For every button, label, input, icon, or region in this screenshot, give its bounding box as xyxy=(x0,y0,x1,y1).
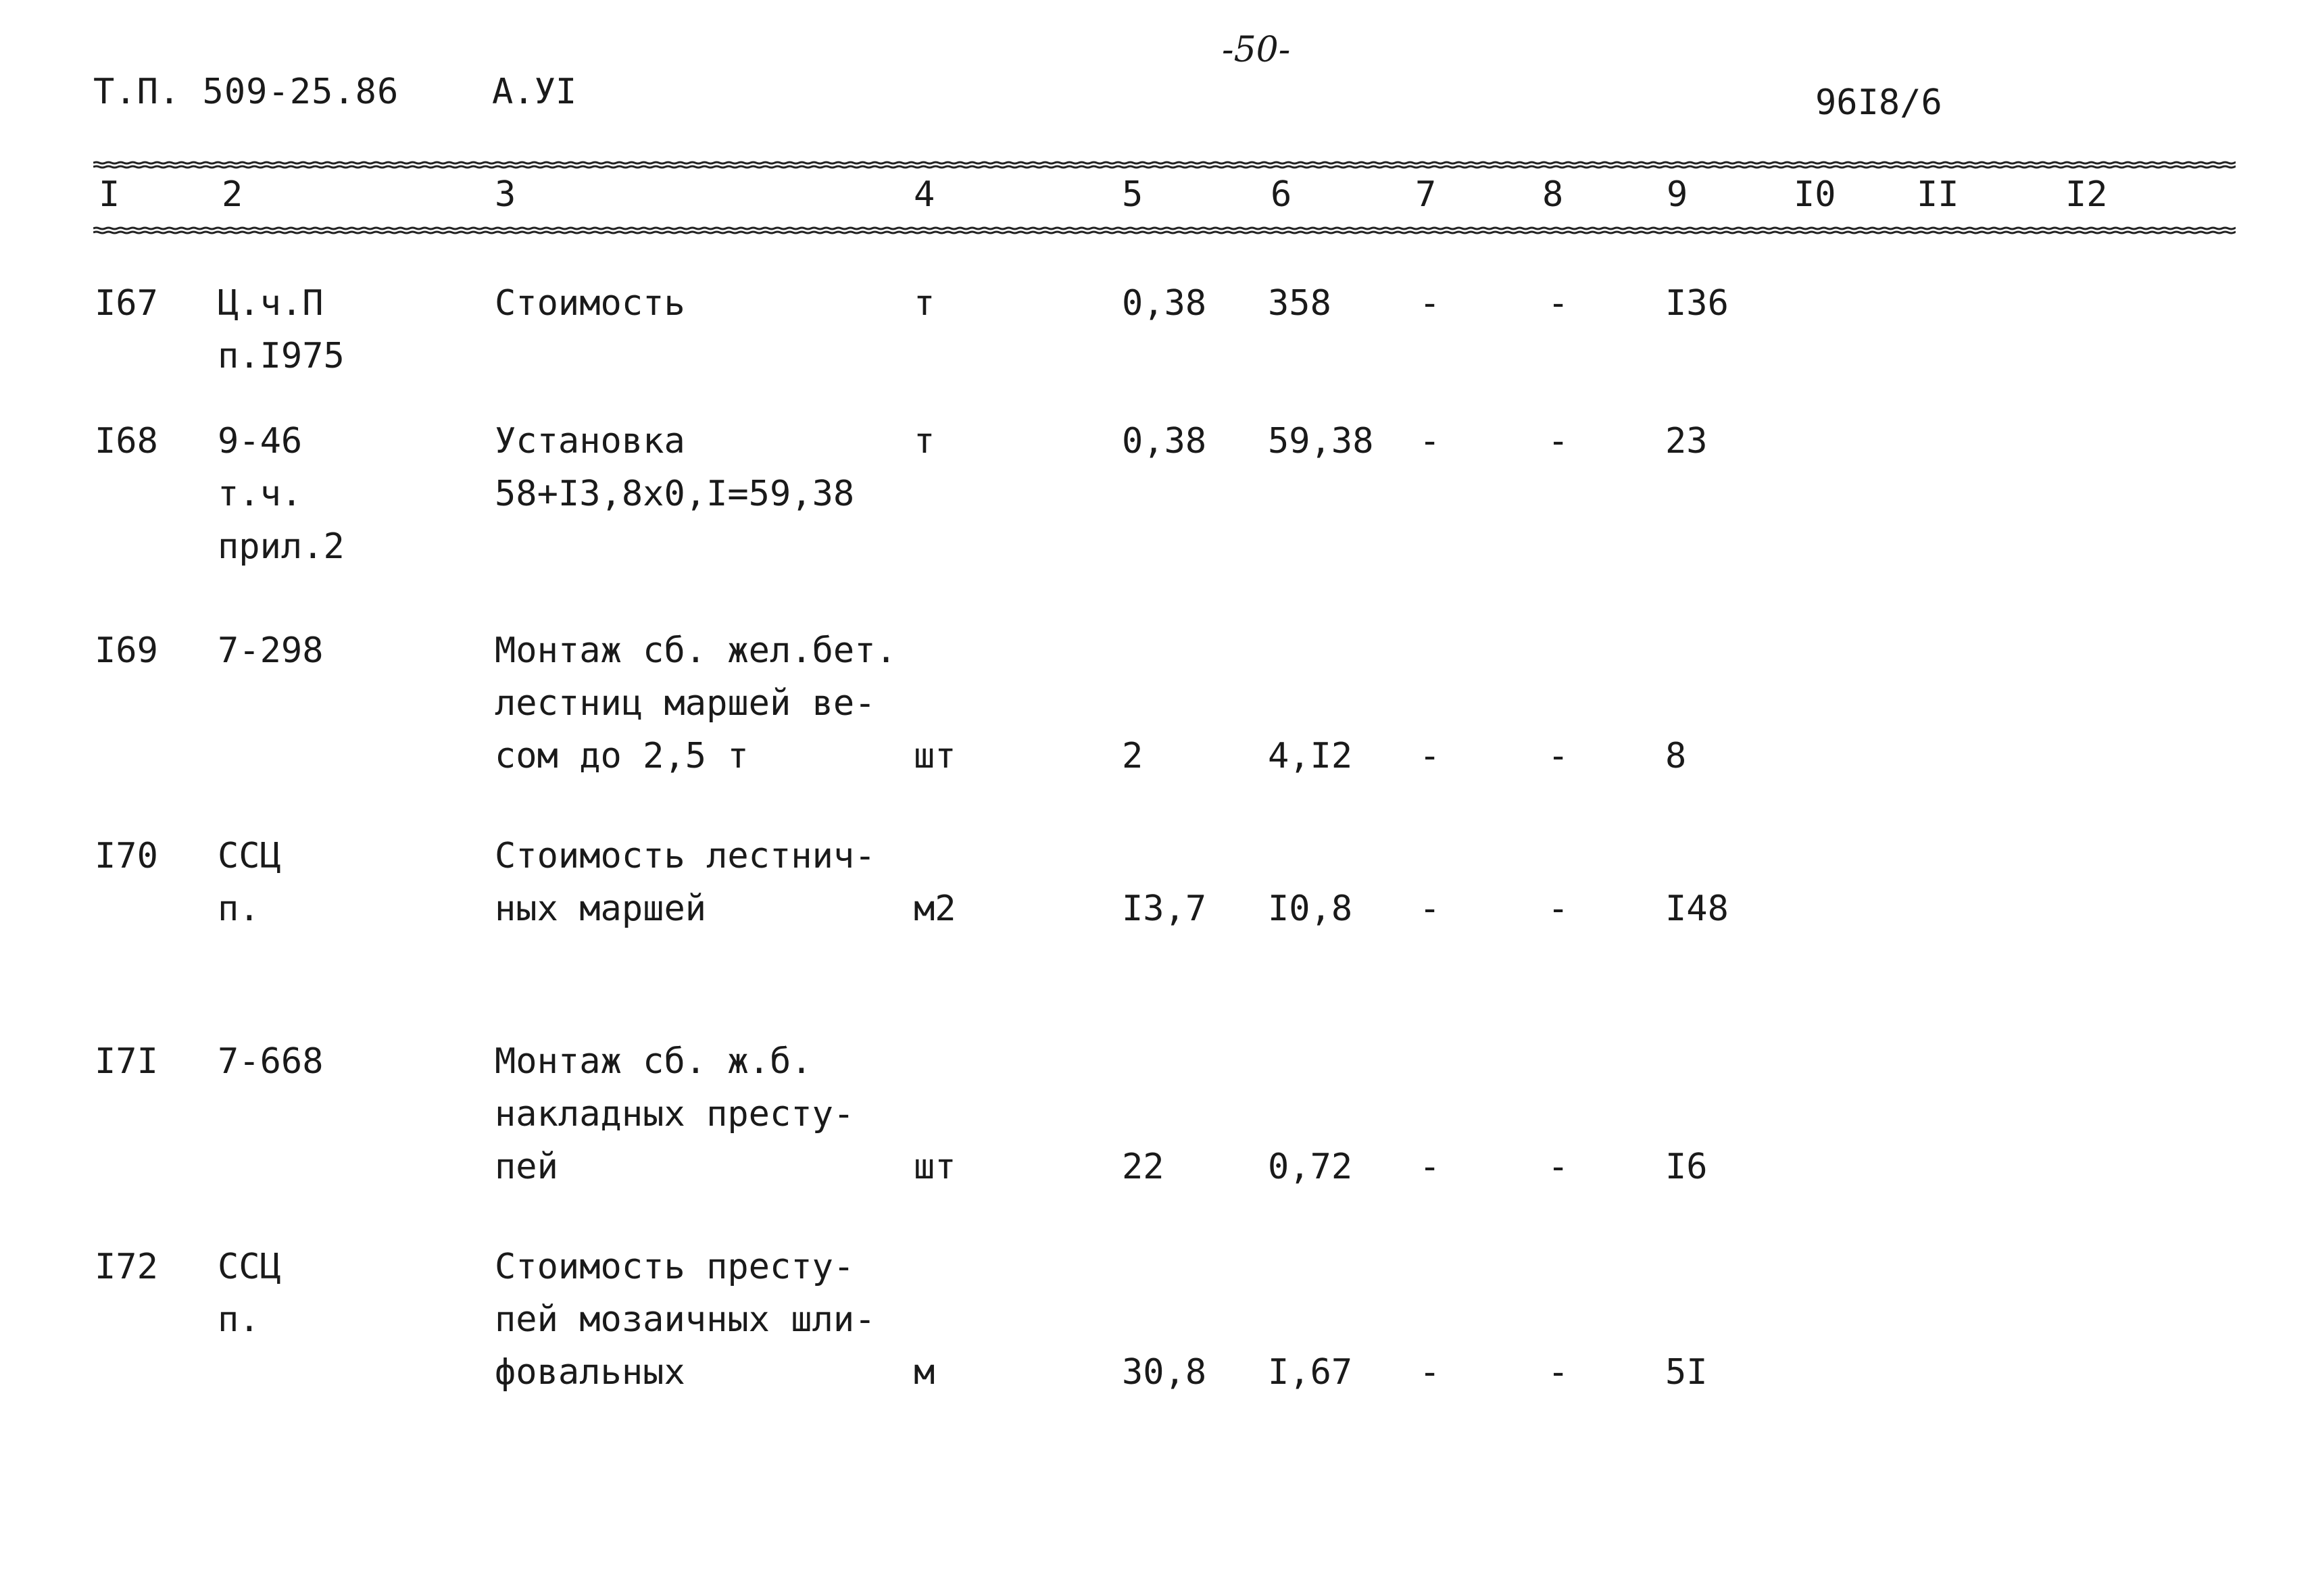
row-number: I7I xyxy=(95,1041,158,1082)
column-header: 6 xyxy=(1271,174,1292,215)
unit-price: 358 xyxy=(1268,283,1331,324)
header-bottom-rule xyxy=(93,224,2236,241)
page-number: -50- xyxy=(1222,30,1291,70)
unit: шт xyxy=(914,1147,956,1187)
basis-code: т.ч. xyxy=(218,474,303,514)
unit: т xyxy=(914,421,935,462)
unit-price: 59,38 xyxy=(1268,421,1374,462)
row-number: I72 xyxy=(95,1247,158,1287)
basis-code: 7-298 xyxy=(218,630,324,671)
total-cost: I6 xyxy=(1665,1147,1708,1187)
col8-value: - xyxy=(1548,1147,1569,1187)
column-header: 9 xyxy=(1667,174,1688,215)
header-top-rule xyxy=(93,159,2236,176)
quantity: 0,38 xyxy=(1122,421,1207,462)
col7-value: - xyxy=(1419,283,1441,324)
row-number: I67 xyxy=(95,283,158,324)
row-number: I68 xyxy=(95,421,158,462)
total-cost: I48 xyxy=(1665,889,1729,929)
column-header: I0 xyxy=(1794,174,1836,215)
doc-code: Т.П. 509-25.86 xyxy=(93,72,399,112)
basis-code: 9-46 xyxy=(218,421,303,462)
basis-code: 7-668 xyxy=(218,1041,324,1082)
total-cost: 8 xyxy=(1665,736,1687,776)
column-header: 8 xyxy=(1542,174,1564,215)
work-description: Монтаж сб. ж.б. xyxy=(495,1041,812,1082)
work-description: фовальных xyxy=(495,1352,685,1393)
unit: т xyxy=(914,283,935,324)
work-description: Установка xyxy=(495,421,685,462)
column-header: I xyxy=(99,174,120,215)
work-description: Стоимость престу- xyxy=(495,1247,855,1287)
column-header: 7 xyxy=(1415,174,1437,215)
col7-value: - xyxy=(1419,1147,1441,1187)
unit-price: I,67 xyxy=(1268,1352,1353,1393)
basis-code: п. xyxy=(218,1299,260,1340)
work-description: Монтаж сб. жел.бет. xyxy=(495,630,897,671)
unit: м xyxy=(914,1352,935,1393)
basis-code: п. xyxy=(218,889,260,929)
basis-code: ССЦ xyxy=(218,1247,281,1287)
basis-code: Ц.ч.П xyxy=(218,283,324,324)
col8-value: - xyxy=(1548,421,1569,462)
col8-value: - xyxy=(1548,889,1569,929)
quantity: I3,7 xyxy=(1122,889,1207,929)
sheet-code: 96I8/6 xyxy=(1815,82,1942,123)
basis-code: ССЦ xyxy=(218,836,281,876)
column-header: II xyxy=(1917,174,1959,215)
column-header: 3 xyxy=(495,174,516,215)
work-description: сом до 2,5 т xyxy=(495,736,749,776)
unit-price: 0,72 xyxy=(1268,1147,1353,1187)
col7-value: - xyxy=(1419,1352,1441,1393)
basis-code: п.I975 xyxy=(218,336,345,376)
column-header: I2 xyxy=(2065,174,2108,215)
quantity: 30,8 xyxy=(1122,1352,1207,1393)
col7-value: - xyxy=(1419,736,1441,776)
row-number: I70 xyxy=(95,836,158,876)
column-header: 4 xyxy=(914,174,935,215)
total-cost: 23 xyxy=(1665,421,1708,462)
unit: м2 xyxy=(914,889,956,929)
col8-value: - xyxy=(1548,736,1569,776)
work-description: Стоимость xyxy=(495,283,685,324)
doc-section: А.УI xyxy=(492,72,577,112)
col8-value: - xyxy=(1548,1352,1569,1393)
work-description: пей мозаичных шли- xyxy=(495,1299,876,1340)
col8-value: - xyxy=(1548,283,1569,324)
quantity: 0,38 xyxy=(1122,283,1207,324)
total-cost: 5I xyxy=(1665,1352,1708,1393)
unit: шт xyxy=(914,736,956,776)
work-description: пей xyxy=(495,1147,558,1187)
col7-value: - xyxy=(1419,421,1441,462)
quantity: 22 xyxy=(1122,1147,1164,1187)
work-description: лестниц маршей ве- xyxy=(495,683,876,724)
unit-price: I0,8 xyxy=(1268,889,1353,929)
basis-code: прил.2 xyxy=(218,526,345,567)
work-description: накладных престу- xyxy=(495,1094,855,1134)
work-description: ных маршей xyxy=(495,889,707,929)
column-header: 2 xyxy=(222,174,243,215)
quantity: 2 xyxy=(1122,736,1143,776)
row-number: I69 xyxy=(95,630,158,671)
work-description: Стоимость лестнич- xyxy=(495,836,876,876)
column-header: 5 xyxy=(1122,174,1143,215)
work-description: 58+I3,8x0,I=59,38 xyxy=(495,474,855,514)
total-cost: I36 xyxy=(1665,283,1729,324)
col7-value: - xyxy=(1419,889,1441,929)
unit-price: 4,I2 xyxy=(1268,736,1353,776)
